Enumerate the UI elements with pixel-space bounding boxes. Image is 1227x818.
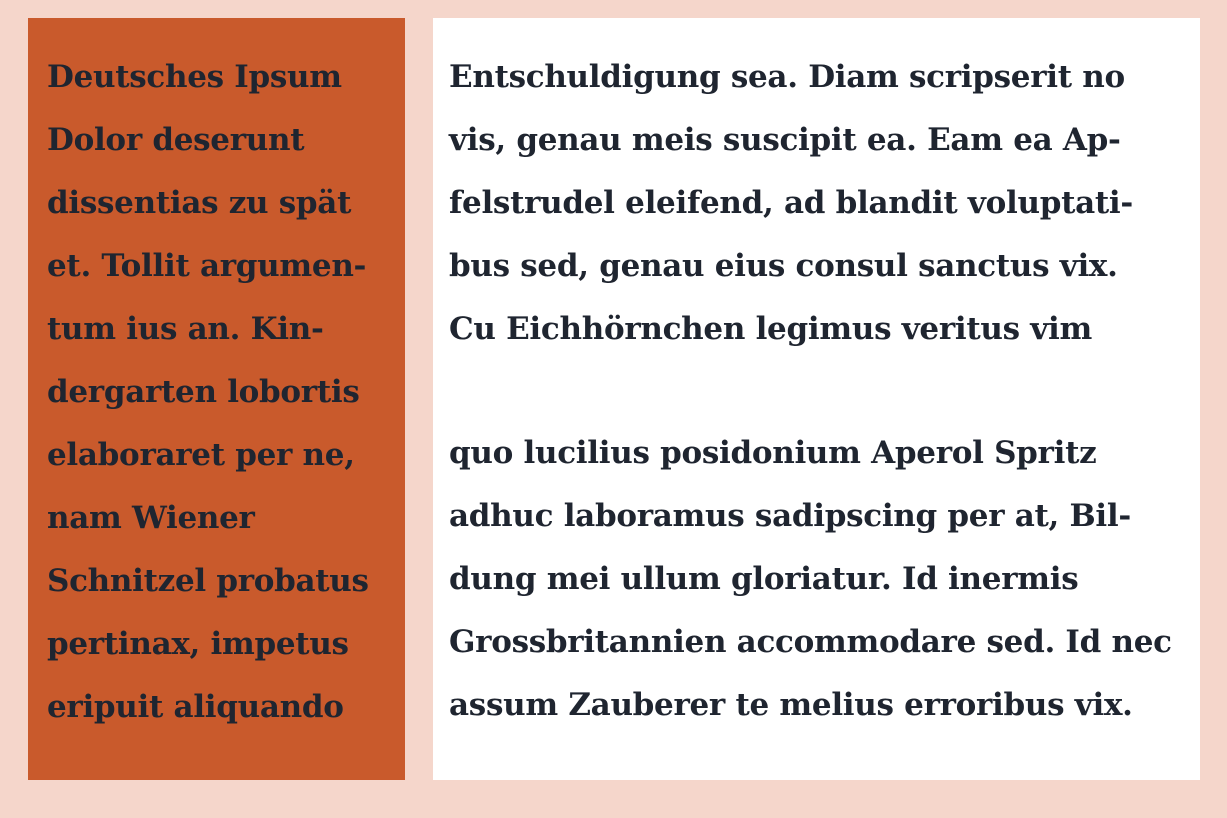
paragraph-2 (449, 422, 1190, 737)
paragraph-1 (449, 46, 1190, 361)
sidebar-text-line: eripuit aliquando (47, 689, 344, 725)
paragraph-line: dung mei ullum gloriatur. Id inermis (449, 561, 1079, 597)
paragraph-line: Entschuldigung sea. Diam scripserit no (449, 59, 1125, 95)
sidebar-text-panel (28, 18, 405, 780)
paragraph-gap (449, 361, 1190, 422)
paragraph-line: assum Zauberer te melius erroribus vix. (449, 687, 1133, 723)
paragraph-line: Grossbritannien accommodare sed. Id nec (449, 624, 1172, 660)
sidebar-text-line: dissentias zu spät (47, 185, 352, 221)
sidebar-text-line: nam Wiener (47, 500, 255, 536)
sidebar-text-line: elaboraret per ne, (47, 437, 355, 473)
sidebar-text-line: tum ius an. Kin- (47, 311, 324, 347)
main-text-panel (433, 18, 1200, 780)
sidebar-text-line: dergarten lobortis (47, 374, 360, 410)
sidebar-text-line: Dolor deserunt (47, 122, 305, 158)
sidebar-text-line: pertinax, impetus (47, 626, 349, 662)
paragraph-line: felstrudel eleifend, ad blandit voluptati- (449, 185, 1133, 221)
paragraph-line: Cu Eichhörnchen legimus veritus vim (449, 311, 1092, 347)
paragraph-line: adhuc laboramus sadipscing per at, Bil- (449, 498, 1131, 534)
paragraph-line: quo lucilius posidonium Aperol Spritz (449, 435, 1097, 471)
sidebar-text-line: Deutsches Ipsum (47, 59, 342, 95)
sidebar-text-line: et. Tollit argumen- (47, 248, 367, 284)
paragraph-line: vis, genau meis suscipit ea. Eam ea Ap- (449, 122, 1121, 158)
sidebar-text-line: Schnitzel probatus (47, 563, 369, 599)
paragraph-line: bus sed, genau eius consul sanctus vix. (449, 248, 1118, 284)
